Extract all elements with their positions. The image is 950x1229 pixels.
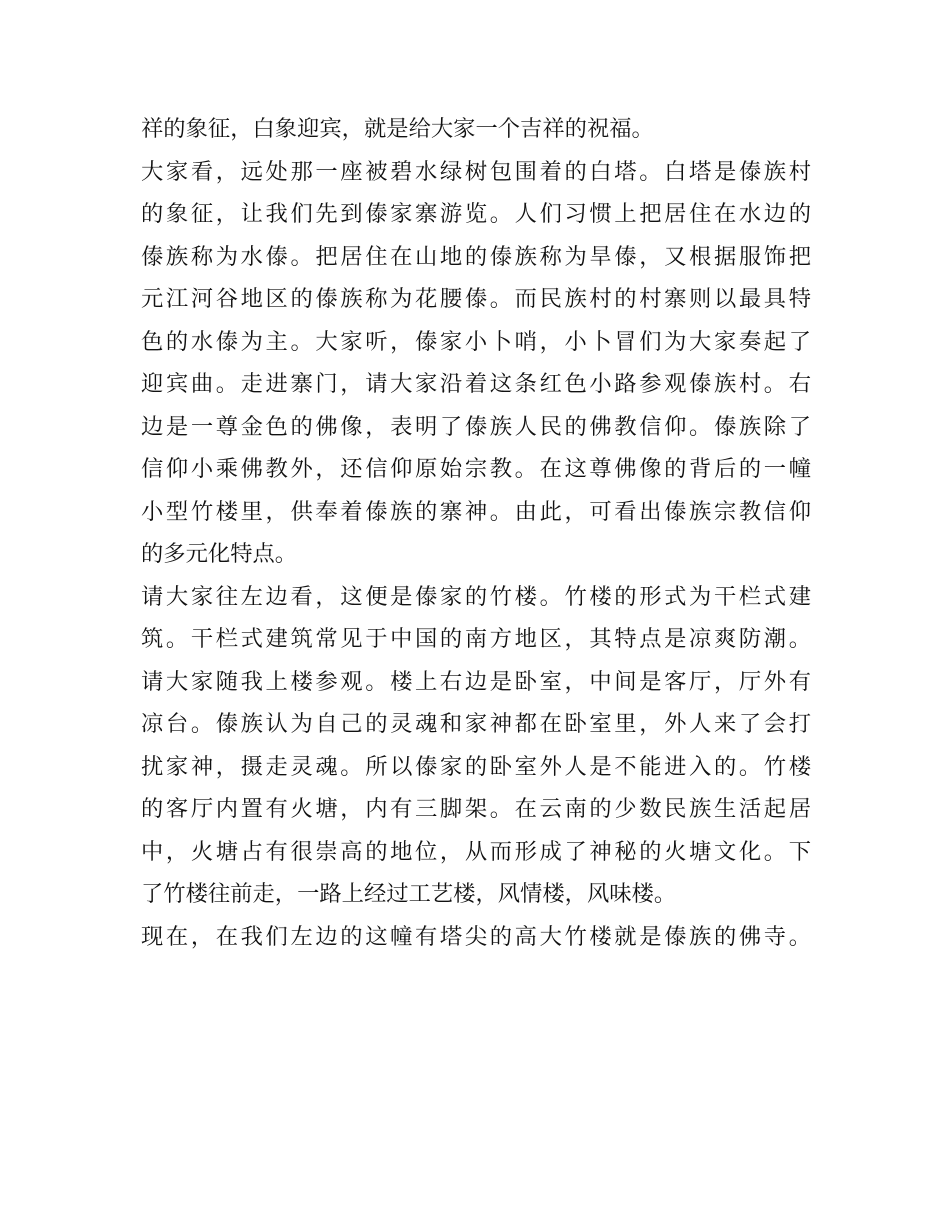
text-line: 色的水傣为主。大家听，傣家小卜哨，小卜冒们为大家奏起了 <box>141 328 811 355</box>
text-line: 祥的象征，白象迎宾，就是给大家一个吉祥的祝福。 <box>141 116 654 142</box>
text-line: 元江河谷地区的傣族称为花腰傣。而民族村的村寨则以最具特 <box>141 286 811 312</box>
text-line: 的象征，让我们先到傣家寨游览。人们习惯上把居住在水边的 <box>141 201 811 227</box>
text-line: 边是一尊金色的佛像，表明了傣族人民的佛教信仰。傣族除了 <box>141 413 811 440</box>
text-line: 傣族称为水傣。把居住在山地的傣族称为旱傣，又根据服饰把 <box>141 243 811 270</box>
text-line: 小型竹楼里，供奉着傣族的寨神。由此，可看出傣族宗教信仰 <box>141 498 811 525</box>
document-body <box>141 108 811 958</box>
text-line: 请大家往左边看，这便是傣家的竹楼。竹楼的形式为干栏式建 <box>141 583 811 610</box>
text-line: 请大家随我上楼参观。楼上右边是卧室，中间是客厅，厅外有 <box>141 668 811 695</box>
text-line: 迎宾曲。走进寨门，请大家沿着这条红色小路参观傣族村。右 <box>141 371 811 397</box>
text-line: 的客厅内置有火塘，内有三脚架。在云南的少数民族生活起居 <box>141 796 811 822</box>
text-line: 扰家神，摄走灵魂。所以傣家的卧室外人是不能进入的。竹楼 <box>141 753 811 780</box>
text-line: 大家看，远处那一座被碧水绿树包围着的白塔。白塔是傣族村 <box>141 158 811 185</box>
text-line: 凉台。傣族认为自己的灵魂和家神都在卧室里，外人来了会打 <box>141 711 811 737</box>
text-line: 中，火塘占有很崇高的地位，从而形成了神秘的火塘文化。下 <box>141 838 811 865</box>
text-line: 筑。干栏式建筑常见于中国的南方地区，其特点是凉爽防潮。 <box>141 626 811 652</box>
text-line: 的多元化特点。 <box>141 541 298 567</box>
text-line: 了竹楼往前走，一路上经过工艺楼，风情楼，风味楼。 <box>141 881 677 907</box>
text-line: 信仰小乘佛教外，还信仰原始宗教。在这尊佛像的背后的一幢 <box>141 456 811 482</box>
text-line: 现在，在我们左边的这幢有塔尖的高大竹楼就是傣族的佛寺。 <box>141 923 811 950</box>
